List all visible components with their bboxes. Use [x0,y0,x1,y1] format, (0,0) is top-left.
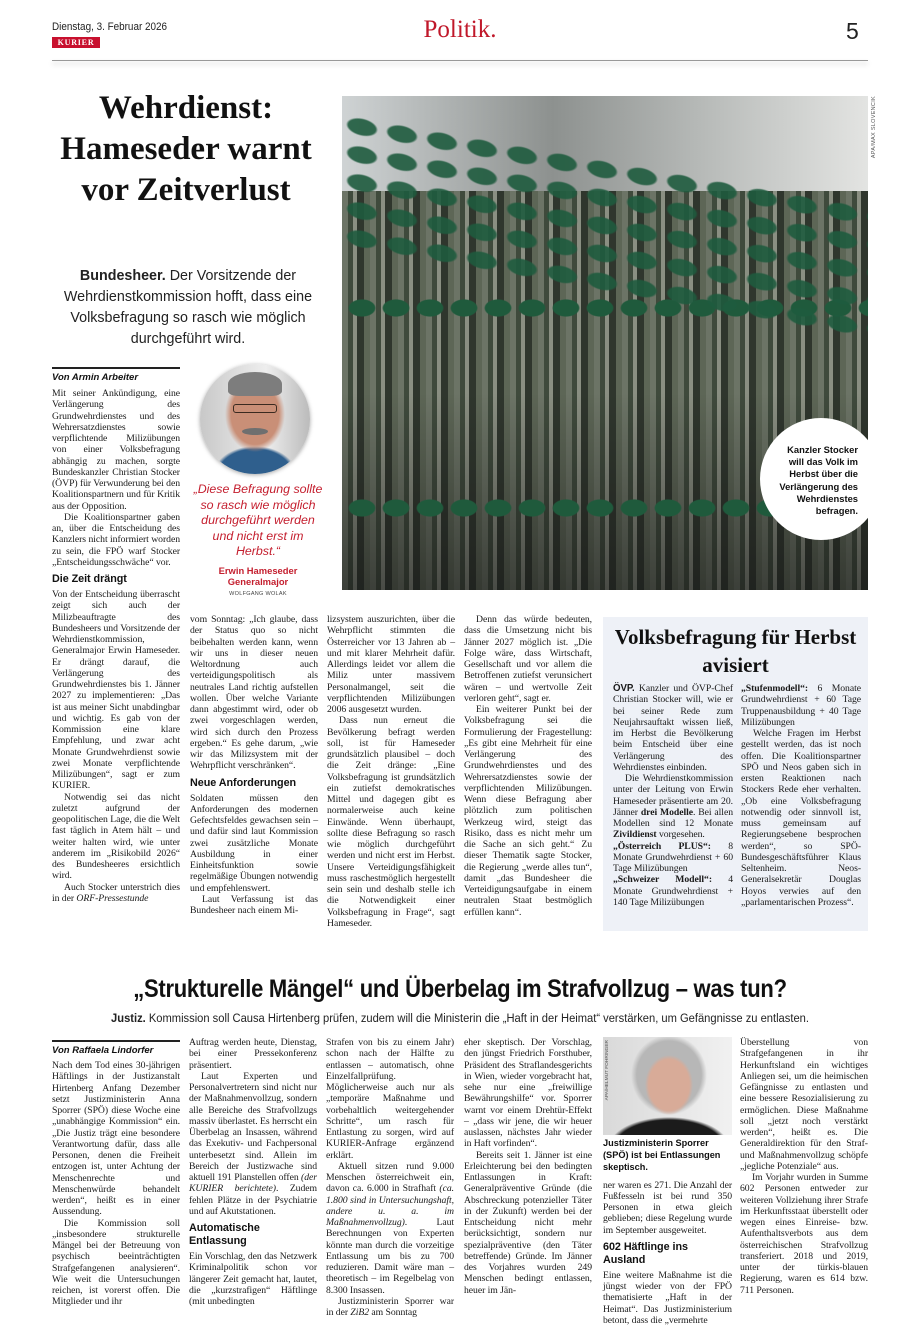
text-run: 602 Häftlinge ins Ausland [603,1240,688,1266]
text-run: Kanzler und ÖVP-Chef Christian Stocker will, wie er bei seiner Rede zum Neujahrsauftakt wissen ließ, im Herbst die Bevölkerung beim Entscheid über eine Verlängerung des Wehrdienstes einbinden. [613,683,733,773]
bold-text: drei Modelle [640,806,694,818]
paragraph [52,882,180,905]
photo-credit: APA/MAX SLOVENCIK [871,96,877,159]
info-box-column [741,683,861,908]
text-run: ner waren es 271. Die Anzahl der Fußfesseln ist bei rund 350 Personen in etwa gleich geblieben; diese Regelung wurde im September ausgeweitet. [603,1179,732,1236]
article-headline: „Strukturelle Mängel“ und Überbelag im Strafvollzug – was tun? [133,975,787,1003]
text-run: 6 Monate Grundwehrdienst + 60 Tage Truppenausbildung + 40 Tage Milizübungen [741,683,861,728]
byline-rule [52,1040,180,1042]
paragraph [190,894,318,917]
article-column [326,1037,454,1318]
article-column [52,1060,180,1308]
text-run: Dass nun erneut die Bevölkerung befragt werden soll, ist für Hameseder grundsätzlich plausibel – doch die Zeit dränge: „Eine Volksbefragung ist grundsätzlich ein zutiefst demokratisches Mittel und dagegen gibt es normalerweise auch keine Einwände. Wenn überhaupt, sollte diese Befragung so rasch wie möglich durchgeführt werden und nicht erst im Herbst. Unsere Verteidigungsfähigkeit muss raschestmöglich hergestellt sein sein und deshalb stelle ich die Notwendigkeit einer Volksbefragung in Frage“, sagt Hameseder. [327,715,455,929]
paragraph [464,1037,592,1150]
paragraph [603,1180,732,1236]
subheading [190,777,318,790]
subheading [603,1241,732,1267]
quote-role: Generalmajor [227,576,289,588]
text-run: 8 Monate Grundwehrdienst + 60 Tage Milizübungen [613,840,733,874]
paragraph [464,1150,592,1296]
paragraph [189,1037,317,1071]
paragraph [326,1296,454,1319]
bold-text: „Schweizer Modell“: [613,874,713,886]
subheading [189,1222,317,1248]
paragraph [603,1270,732,1326]
text-run: Ein weiterer Punkt bei der Volksbefragung sei die Formulierung der Fragestellung: „Es gibt eine Mehrheit für eine Verlängerung des Grundwehrdienstes und des Wehrersatzdienstes sowie der verpflichtenden Milizübungen. Wenn diese Befragung aber plötzlich zum politischen Werkzeug wird, steigt das Risiko, dass es nicht mehr um die Sache an sich geht.“ Zu dieser Thematik sagte Stocker, die Regierung „werde alles tun“, damit „das Bundesheer die Verteidigungsaufgabe in einem neutralen Staat bestmöglich erfüllen kann“. [464,704,592,918]
info-box-column [613,683,733,908]
brand-logo: KURIER [52,37,100,48]
italic-text: (ca. 1.800 sind in Untersuchungshaft, andere u. a. im Maßnahmenvollzug) [326,1183,454,1228]
article-column [52,388,180,568]
paragraph [326,1161,454,1296]
article-column [464,1037,592,1296]
text-run: Die Wehrdienstkommission unter der Leitung von Erwin Hameseder präsentierte am 20. Jänner [613,773,733,818]
article-column [603,1180,732,1326]
section-title: Politik. [423,16,497,43]
text-run: eher skeptisch. Der Vorschlag, den jüngst Friedrich Forsthuber, Präsident des Straflandesgerichts in Wien, wieder vorgebracht hat, sehe nur eine „freiwillige Bewährungshilfe“ vor. Sporrer warnt vor einem Drehtür-Effekt – „dass wir jene, die wir heuer auslassen, nächstes Jahr wieder in Haft vorfinden“. [464,1037,592,1150]
text-run: Von der Entscheidung überrascht zeigt sich auch der Milizbeauftragte des Bundesheers und Vorsitzende der Wehrdienstkommission, Generalmajor Erwin Hameseder. Er drängt darauf, die Verlängerung des Grundwehrdienstes bis 1. Jänner 2027 zu implementieren: „Das ist aus meiner Sicht unabdingbar und wichtig. Es gab von der Kommission eine klare Empfehlung, und zwar acht Monate Grundwehrdienst sowie zwei Monate verpflichtende Milizübungen“, sagt er zum KURIER. [52,589,180,792]
text-run: Ein Vorschlag, den das Netzwerk Kriminalpolitik schon vor längerer Zeit gemacht hat, lautet, die „kurzstrafigen“ Häftlinge (mit unbedingten [189,1251,317,1307]
quote-block [192,482,324,598]
text-run: Überstellung von Strafgefangenen in ihr Herkunftsland ein wichtiges Anliegen sei, um die heimischen Gefängnisse zu entlasten und eine bessere Resozialisierung zu ermöglichen. Diese Maßnahme soll „jetzt noch verstärkt werden“, heißt es. Die Generaldirektion für den Straf- und Maßnahmenvollzug schöpfe „jegliche Potenziale“ aus. [740,1037,868,1172]
italic-text: (der KURIER berichtete) [189,1172,317,1195]
text-run: am Sonntag [369,1307,417,1318]
info-box-title: Volksbefragung für Herbst avisiert [614,625,857,677]
article-headline: Wehrdienst: Hameseder warnt vor Zeitverlust [60,90,312,208]
paragraph [52,512,180,568]
text-run: Bereits seit 1. Jänner ist eine Erleichterung bei den bedingten Entlassungen in Kraft: Generalpräventive Gründe (die Abschreckung potenzieller Täter in der Zukunft) werden bei der Entscheidung nicht mehr berücksichtigt, sondern nur spezialpräventive (den Täter betreffende) Gründe. Im Jänner des Vorjahres wurden 249 Menschen bedingt entlassen, heuer im Jän- [464,1149,592,1296]
paragraph [327,715,455,929]
paragraph [190,793,318,894]
paragraph [52,388,180,512]
article-column [327,614,455,929]
text-run: Welche Fragen im Herbst gestellt werden, das ist noch offen. Die Koalitionspartner SPÖ und Neos gaben sich in ersten Reaktionen nach Stockers Rede eher verhalten. „Ob eine Volksbefragung notwendig oder sinnvoll ist, muss gemeinsam auf Regierungsebene besprochen werden“, so SPÖ-Bundesgeschäftsführer Klaus Seltenheim. Neos-Generalsekretär Douglas Hoyos verwies auf den „parlamentarischen Prozess“. [741,728,861,908]
bold-text: ÖVP. [613,683,635,694]
paragraph [740,1172,868,1296]
hameseder-portrait [200,364,310,474]
quote-name: Erwin Hameseder [218,564,298,576]
paragraph [52,792,180,882]
paragraph [741,728,861,908]
text-run: Strafen von bis zu einem Jahr) schon nach der Hälfte zu entlassen – automatisch, ohne Einzelfallprüfung. Möglicherweise auch nur als „temporäre Maßnahme und vorbehaltlich weitergehender Schritte“, um rasch für Entlastung zu sorgen, wird auf KURIER-Anfrage ergänzend erklärt. [326,1037,454,1161]
article-column [740,1037,868,1296]
pull-quote: „Diese Befragung sollte so rasch wie möglich durchgeführt werden und nicht erst im Herbst.“ [193,482,323,559]
italic-text: ORF-Pressestunde [76,892,149,904]
text-run: 4 Monate Grundwehrdienst + 140 Tage Milizübungen [613,874,733,908]
photo-caption: Justizministerin Sporrer (SPÖ) ist bei Entlassungen skeptisch. [603,1138,721,1173]
portrait-hair [228,372,282,396]
issue-date: Dienstag, 3. Februar 2026 [52,21,168,33]
text-run: . Bei allen Modellen sind 12 Monate [613,806,733,829]
article-column [52,573,180,904]
article-column [189,1037,317,1307]
text-run: Justizministerin Sporrer war in der [326,1295,454,1318]
paragraph [740,1037,868,1172]
bold-text: „Österreich PLUS“: [613,840,711,852]
paragraph [613,683,733,773]
text-run: Die Kommission soll „insbesondere strukturelle Mängel bei der Betreuung von psychisch beeinträchtigten Strafgefangenen analysieren“. Wie weit die Untersuchungen reichen, ist vorerst offen. Die Mitglieder und ihr [52,1217,180,1308]
paragraph [189,1071,317,1217]
text-run: Eine weitere Maßnahme ist die jüngst wieder von der FPÖ thematisierte „Haft in der Heimat“. Das Justizministerium betont, dass die „vermehrte [603,1269,732,1326]
text-run: Auftrag werden heute, Dienstag, bei einer Pressekonferenz präsentiert. [189,1037,317,1071]
paragraph [613,773,733,841]
portrait-moustache [242,428,268,435]
portrait-glasses [233,404,277,413]
text-run: Laut Experten und Personalvertretern sind nicht nur der Maßnahmenvollzug, sondern alle Bereiche des Strafvollzugs massiv überlastet. Es herrscht ein Überbelag an Insassen, während das Exekutiv- und Fachpersonal unterbesetzt sind. Allein im Bereich der Justizwache sind aktuell 191 Planstellen offen [189,1070,317,1183]
text-run: . Zudem fehlen Plätze in der Psychiatrie und auf Akutstationen. [189,1183,318,1217]
text-run: Auch Stocker unterstrich dies in der [52,881,180,904]
text-run: Notwendig sei das nicht zuletzt aufgrund der geopolitischen Lage, die die Welt fast täglich in Atem hält – und weiter halten wird, wie unter anderem im „Risikobild 2026“ des Bundesheeres ersichtlich wird. [52,791,180,882]
photo-column-flow [603,1037,732,1326]
byline: Von Armin Arbeiter [52,372,139,383]
deck-text: Kommission soll Causa Hirtenberg prüfen, zudem will die Ministerin die „Haft in der Heimat“ verstärken, um Gefängnisse zu entlasten. [145,1011,809,1025]
paragraph [613,841,733,875]
page-number: 5 [846,18,859,44]
text-run: Neue Anforderungen [190,776,297,789]
article-column [190,614,318,916]
photo-credit: APA/HELMUT FOHRINGER [605,1040,610,1101]
text-run: Im Vorjahr wurden in Summe 602 Personen entweder zur weiteren Vollziehung ihrer Strafe im Herkunftsstaat überstellt oder wegen eines Einreise- bzw. Aufenthaltsverbots aus dem österreichischen Strafvollzug transferiert. 2018 und 2019, unter der türkis-blauen Regierung, waren es 614 bzw. 711 Personen. [740,1172,868,1296]
deck-kicker: Bundesheer. [79,268,166,284]
paragraph [52,1060,180,1218]
article-deck [64,1010,856,1026]
text-run: vorgesehen. [656,829,705,841]
text-run: Denn das würde bedeuten, dass die Umsetzung nicht bis Jänner 2027 möglich ist. „Die Folge wäre, dass Wirtschaft, Gesellschaft und vor allem die Betroffenen zutiefst verunsichert wären – und wertvolle Zeit verloren geht“, sagt er. [464,614,592,704]
portrait-credit: WOLFGANG WOLAK [229,590,287,597]
sporrer-photo [603,1037,732,1135]
article-column [464,614,592,918]
paragraph [613,874,733,908]
text-run: vom Sonntag: „Ich glaube, dass der Status quo so nicht beibehalten werden kann, wenn wir uns in dieser neuen Weltordnung auch verteidigungspolitisch als neutrales Land richtig aufstellen wollen. Über welche Variante dann abgestimmt wird, oder ob zwei vorgeschlagen werden, wird sich durch den Prozess ergeben.“ Es gehe darum, „wie wir das Milizsystem mit der Wehrpflicht verschränken“. [190,614,318,772]
header-divider [52,60,868,61]
text-run: Aktuell sitzen rund 9.000 Menschen österreichweit ein, davon ca. 6.000 in Strafhaft [326,1160,454,1195]
paragraph [52,589,180,792]
text-run: Nach dem Tod eines 30-jährigen Häftlings in der Justizanstalt Hirtenberg Anfang Dezember setzt Justizministerin Anna Sporrer (SPÖ) diese Woche eine „unabhängige Kommission“ ein. „Die Justiz trägt eine besondere Verantwortung dafür, dass alle Personen, denen die Freiheit entzogen ist, unter Achtung der Menschenrechte und Menschenwürde behandelt werden“, heißt es in einer Aussendung. [52,1060,180,1218]
text-run: Die Koalitionspartner gaben an, über die Entscheidung des Kanzlers nicht informiert worden zu sein, die FPÖ warf Stocker „Entscheidungsschwäche“ vor. [52,511,180,568]
bold-text: „Stufenmodell“: [741,683,809,694]
quote-attribution [192,565,324,588]
paragraph [326,1037,454,1161]
byline-rule [52,367,180,369]
paragraph [189,1251,317,1307]
italic-text: ZiB2 [350,1307,370,1318]
deck-text: Der Vorsitzende der Wehrdienstkommission hofft, dass eine Volksbefragung so rasch wie möglich durchgeführt wird. [63,268,313,347]
subheading [52,573,180,586]
text-run: Automatische Entlassung [189,1222,260,1247]
paragraph [464,614,592,704]
text-run: Mit seiner Ankündigung, eine Verlängerung des Grundwehrdienstes und des Wehrersatzdienstes sowie verpflichtende Milizübungen von einer Volksbefragung abhängig zu machen, sorgte Bundeskanzler Christian Stocker (ÖVP) für Verwunderung bei den Koalitionspartnern und für Kritik aus der Opposition. [52,388,180,512]
paragraph [190,614,318,772]
paragraph [327,614,455,715]
text-run: lizsystem auszurichten, über die Wehrpflicht stimmten die Österreicher vor 13 Jahren ab – und mit klarer Mehrheit dafür. Allerdings leidet vor allem die Miliz unter massivem Personalmangel, seit die verpflichtenden Milizübungen 2006 ausgesetzt wurden. [327,614,455,715]
text-run: Soldaten müssen den Anforderungen des modernen Gefechtsfeldes gewachsen sein – und dafür sind laut Kommission zwei zusätzliche Monate Ausbildung in einer Einheitsfunktion sowie regelmäßige Übungen notwendig und empfehlenswert. [190,792,318,894]
text-run: . Laut Berechnungen von Experten könnte man durch die vorzeitige Entlassung um bis zu 700 reduzieren. Damit wäre man – theoretisch – im Regelbelag von 8.300 Insassen. [326,1217,454,1296]
photo-caption: Kanzler Stocker will das Volk im Herbst über die Verlängerung des Wehrdienstes befragen. [779,444,858,517]
first-column-flow [52,388,180,904]
paragraph [464,704,592,918]
deck-kicker: Justiz. [111,1011,146,1025]
bold-text: Zivildienst [613,829,657,841]
text-run: Laut Verfassung ist das Bundesheer nach einem Mi- [190,893,318,916]
byline: Von Raffaela Lindorfer [52,1045,154,1056]
text-run: Die Zeit drängt [52,573,127,585]
article-deck [52,266,324,350]
paragraph [741,683,861,728]
paragraph [52,1218,180,1308]
